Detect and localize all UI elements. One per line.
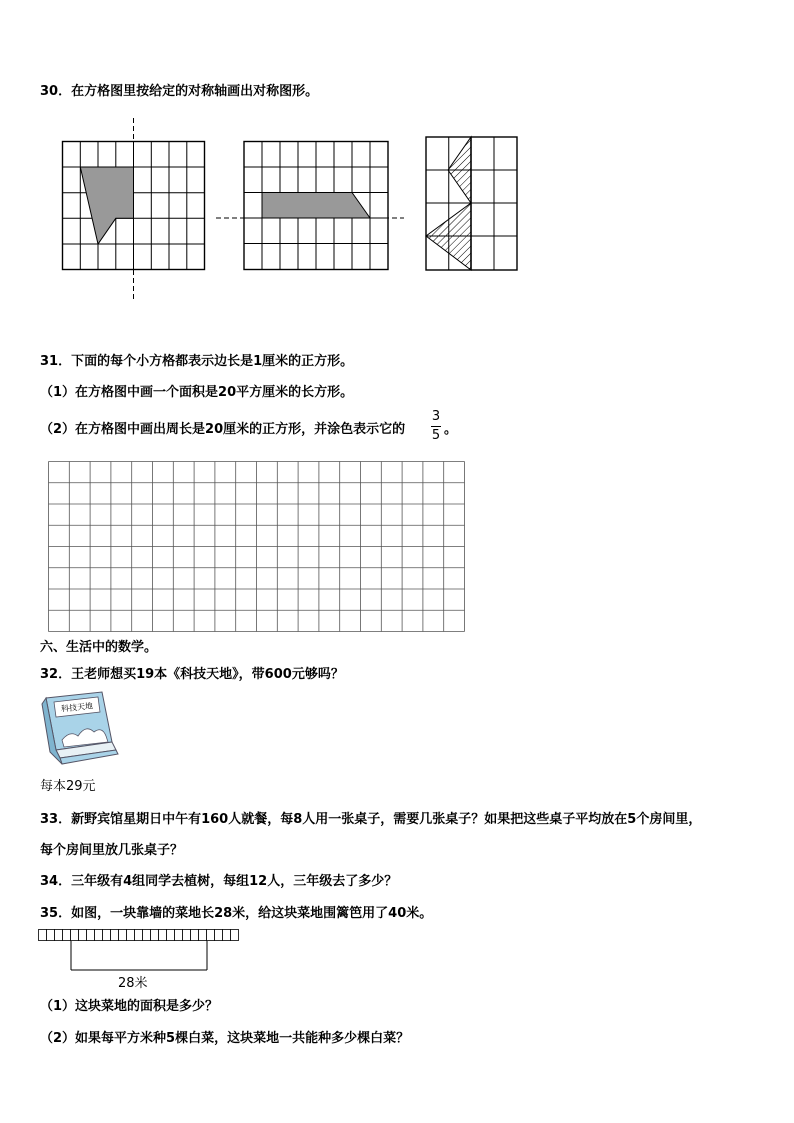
q30-grid-2 [216, 140, 406, 272]
q35-part2: （2）如果每平方米种5棵白菜，这块菜地一共能种多少棵白菜？ [40, 1031, 410, 1046]
price-label: 每本29元 [40, 779, 96, 794]
fraction-denominator: 5 [431, 428, 441, 443]
wall-brick [135, 930, 143, 941]
q30-shape-2 [262, 193, 370, 219]
q34-text: 34．三年级有4组同学去植树，每组12人，三年级去了多少？ [40, 874, 398, 889]
wall-brick [223, 930, 231, 941]
q30-grid-1 [62, 118, 207, 303]
q35-diagram [38, 929, 244, 977]
book-image [40, 692, 120, 770]
q35-text: 35．如图，一块靠墙的菜地长28米，给这块菜地围篱笆用了40米。 [40, 906, 433, 921]
q30-text: 30．在方格图里按给定的对称轴画出对称图形。 [40, 84, 319, 99]
q30-grid-3 [425, 136, 520, 272]
wall-brick [55, 930, 63, 941]
q33-line1: 33．新野宾馆星期日中午有160人就餐，每8人用一张桌子，需要几张桌子？如果把这些桌子平均放在5个房间里， [40, 812, 702, 827]
wall-brick [111, 930, 119, 941]
q31-part2 [40, 422, 405, 438]
fraction-bar [431, 426, 441, 427]
wall-brick [87, 930, 95, 941]
wall-brick [95, 930, 103, 941]
wall-brick [159, 930, 167, 941]
wall-brick [151, 930, 159, 941]
wall-brick [215, 930, 223, 941]
fraction-numerator: 3 [431, 409, 441, 424]
wall-brick [231, 930, 239, 941]
wall-brick [175, 930, 183, 941]
q31-part2-text: （2）在方格图中画出周长是20厘米的正方形，并涂色表示它的 [40, 422, 406, 437]
q31-part2-end: 。 [444, 422, 458, 437]
q31-title: 31．下面的每个小方格都表示边长是1厘米的正方形。 [40, 354, 354, 369]
wall-brick [199, 930, 207, 941]
book-title: 科技天地 [60, 701, 94, 714]
wall-brick [167, 930, 175, 941]
q31-grid [48, 461, 468, 633]
q33-line2: 每个房间里放几张桌子？ [40, 843, 184, 858]
wall-brick [63, 930, 71, 941]
wall-brick [191, 930, 199, 941]
wall-brick [47, 930, 55, 941]
wall-brick [127, 930, 135, 941]
wall-brick [39, 930, 47, 941]
wall-brick [183, 930, 191, 941]
wall-brick [119, 930, 127, 941]
q35-part1: （1）这块菜地的面积是多少？ [40, 999, 219, 1014]
section-6-title: 六、生活中的数学。 [40, 640, 158, 655]
wall-brick [71, 930, 79, 941]
wall-brick [143, 930, 151, 941]
wall-brick [79, 930, 87, 941]
wall-brick [207, 930, 215, 941]
dimension-label: 28米 [118, 976, 148, 991]
q31-part1: （1）在方格图中画一个面积是20平方厘米的长方形。 [40, 385, 354, 400]
wall-brick [103, 930, 111, 941]
q32-text: 32．王老师想买19本《科技天地》，带600元够吗？ [40, 667, 344, 682]
q30-shape-1 [80, 167, 133, 244]
